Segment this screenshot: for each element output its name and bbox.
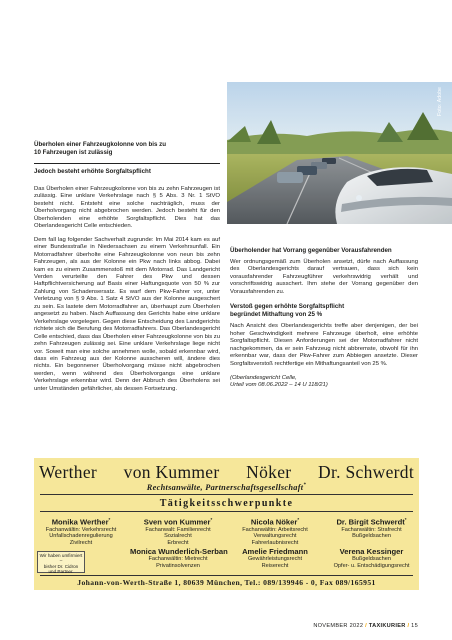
lawyer-detail: Opfer- u. Entschädigungsrecht: [333, 562, 410, 569]
lawyer-detail: Fachanwältin: Strafrecht: [341, 526, 402, 533]
notice-line: Wir haben umfirmiert –: [39, 553, 83, 564]
court-source-line-1: (Oberlandesgericht Celle,: [230, 374, 297, 381]
notice-line: bisher Dr. Cidron: [43, 563, 79, 569]
lawyer-card-wunderlich-serban: [130, 547, 226, 569]
lawyer-card-werther: [34, 515, 128, 546]
article-photo: [227, 82, 452, 224]
lawyer-detail: Zivilrecht: [69, 539, 93, 546]
article-paragraph-1: Das Überholen einer Fahrzeugkolonne von bis zu zehn Fahrzeugen ist zulässig. Eine unklare Verkehrslage nach § 5 Abs. 3 Nr. 1 StVO besteht nicht. Entsteht eine solche nachträglich, muss der Überholvorgang nicht abgebrochen werden. Jedoch besteht für den Überholenden eine erhöhte Sorgfaltspflicht. Dies hat das Oberlandesgericht Celle entschieden.: [34, 186, 220, 230]
ad-divider-3: [40, 575, 413, 576]
lawyer-card-friedmann: [228, 547, 322, 569]
lawyer-detail: Fachanwalt: Familienrecht: [145, 526, 211, 533]
firm-name-1: Werther: [39, 462, 98, 482]
publication-name: TAXIKURIER: [368, 623, 406, 629]
lawyer-detail: Reiserecht: [261, 562, 289, 569]
lawyer-name: Verena Kessinger: [339, 547, 404, 556]
article-heading-3-line-2: begründet Mithaftung von 25 %: [230, 310, 323, 318]
ad-divider-1: [40, 494, 413, 495]
lawyer-name: Monica Wunderlich-Serban: [130, 547, 228, 556]
lawyer-detail: Fachanwältin: Mietrecht: [148, 556, 208, 562]
lawyer-detail: Sozialrecht: [164, 533, 192, 540]
footer-separator: /: [365, 623, 367, 629]
court-source-line-2: Urteil vom 08.06.2022 – 14 U 118/21): [230, 382, 328, 389]
lawyer-detail: Bußgeldsachen: [352, 533, 391, 540]
article-left-column: [34, 186, 220, 393]
lawyer-detail: Privatinsolvenzen: [156, 562, 200, 569]
lawyer-detail: Erbrecht: [167, 539, 189, 546]
firm-names: [34, 462, 419, 483]
ad-divider-2: [40, 511, 413, 512]
lawyer-name: Amelie Friedmann: [242, 547, 308, 556]
lawyer-card-von-kummer: [130, 515, 226, 546]
article-paragraph-4: Nach Ansicht des Oberlandesgerichts treffe aber denjenigen, der bei hoher Geschwindigkeit mehrere Fahrzeuge überholt, eine erhöhte Sorgfaltspflicht. Diesen Anforderungen sei der Motorradfahrer nicht nachgekommen, da er sein Fahrzeug nicht abbremste, obwohl für ihn erkennbar war, dass der Pkw-Fahrer zum Abbiegen ansetzte. Dieser Sorgfaltsverstoß rechtfertige ein Mithaftungsanteil von 25 %.: [230, 323, 418, 367]
lawyer-name: Sven von Kummer*: [143, 517, 213, 527]
page-number: 15: [411, 623, 418, 629]
lawyer-detail: Fachanwältin: Arbeitsrecht: [242, 526, 308, 533]
lawyer-name: Nicola Nöker*: [250, 517, 300, 527]
lawyer-detail: Bußgeldsachen: [352, 556, 391, 562]
firm-name-2: von Kummer: [123, 462, 220, 482]
notice-line: und Partner.: [48, 569, 74, 575]
lawyer-card-kessinger: [324, 547, 419, 569]
article-paragraph-3: Wer ordnungsgemäß zum Überholen ansetzt, dürfe nach Auffassung des Oberlandesgerichts darauf vertrauen, dass sich kein vorausfahrender Fahrzeugführer verkehrswidrig verhält und vorschriftswidrig ausschert. Ihm stehe der Vorrang gegenüber den Vorausfahrenden zu.: [230, 259, 418, 295]
article-heading-3-line-1: Verstoß gegen erhöhte Sorgfaltspflicht: [230, 303, 345, 311]
issue-date: NOVEMBER 2022: [313, 623, 364, 629]
page-footer: [313, 623, 418, 629]
caption-line-1: Überholen einer Fahrzeugkolonne von bis zu: [34, 141, 167, 148]
firm-name-3: Nöker: [246, 462, 292, 482]
firm-name-4: Dr. Schwerdt: [318, 462, 414, 482]
practice-areas-title: Tätigkeitsschwerpunkte: [159, 498, 294, 509]
lawyer-detail: Fachanwältin: Verkehrsrecht: [45, 526, 117, 533]
lawyer-detail: Unfallschadenregulierung: [49, 533, 113, 540]
photo-caption: [34, 141, 224, 157]
lawyer-name: Monika Werther*: [51, 517, 111, 527]
lawyer-detail: Verwaltungsrecht: [253, 533, 297, 540]
footer-separator-2: /: [407, 623, 410, 629]
article-paragraph-2: Dem fall lag folgender Sachverhalt zugrunde: Im Mai 2014 kam es auf einer Bundesstraße in Niedersachsen zu einem Verkehrsunfall. Ein Motorradfahrer überholte eine Fahrzeugkolonne von neun bis zehn Fahrzeugen, als aus der Kolonne ein Pkw nach links abbog. Dabei kam es zu einem Zusammenstoß mit dem Motorrad. Das Landgericht Verden verurteilte den Fahrer des Pkw und dessen Haftpflichtversicherung auf Basis einer Haftungsquote von 50 % zur Zahlung von Schadensersatz. Es warf dem Pkw-Fahrer vor, unter Verletzung von § 9 Abs. 1 Satz 4 StVO aus der Kolonne ausgeschert zu sein. Es lastete dem Motorradfahrer an, überhaupt zum Überholen angesetzt zu haben. Nach Auffassung des Gerichts habe eine unklare Verkehrslage vorgelegen. Gegen diese Entscheidung des Landgerichts richtete sich die Berufung des Motorradfahrers. Das Oberlandesgericht Celle entschied, dass das Überholen einer Fahrzeugkolonne von bis zu zehn Fahrzeugen zulässig sei. Eine unklare Verkehrslage liege nicht vor. Soweit man eine solche annehmen wolle, sobald erkennbar wird, dass ein Fahrzeug aus der Kolonne ausscheren will, ändere dies nichts. Ein begonnener Überholvorgang müsse nicht abgebrochen werden, wenn während des Überholvorgangs eine unklare Verkehrslage erkennbar wird. Denn der Abbruch des Überholens sei unter Umständen gefährlicher, als dessen Fortsetzung.: [34, 236, 220, 392]
rename-notice: [37, 551, 85, 573]
lawyer-card-schwerdt: [324, 515, 419, 540]
law-firm-advertisement: [34, 458, 419, 590]
lawyer-name: Dr. Birgit Schwerdt*: [336, 517, 407, 527]
lawyer-detail: Fahrerlaubnisrecht: [251, 539, 299, 546]
article-heading-2: Überholender hat Vorrang gegenüber Vorausfahrenden: [230, 247, 392, 254]
article-right-column: [230, 247, 418, 390]
road-traffic-image: [227, 82, 452, 224]
article-heading-1: Jedoch besteht erhöhte Sorgfaltspflicht: [34, 168, 151, 175]
firm-contact: Johann-von-Werth-Straße 1, 80639 München, Tel.: 089/139946 - 0, Fax 089/165951: [77, 578, 376, 587]
firm-subtitle: Rechtsanwälte, Partnerschaftsgesellschaft*: [146, 483, 307, 492]
caption-line-2: 10 Fahrzeugen ist zulässig: [34, 149, 113, 156]
caption-divider: [34, 163, 220, 164]
photo-credit: Foto: Adobe: [437, 86, 443, 116]
lawyer-card-noeker: [228, 515, 322, 546]
lawyer-detail: Gewährleistungsrecht: [247, 556, 303, 562]
